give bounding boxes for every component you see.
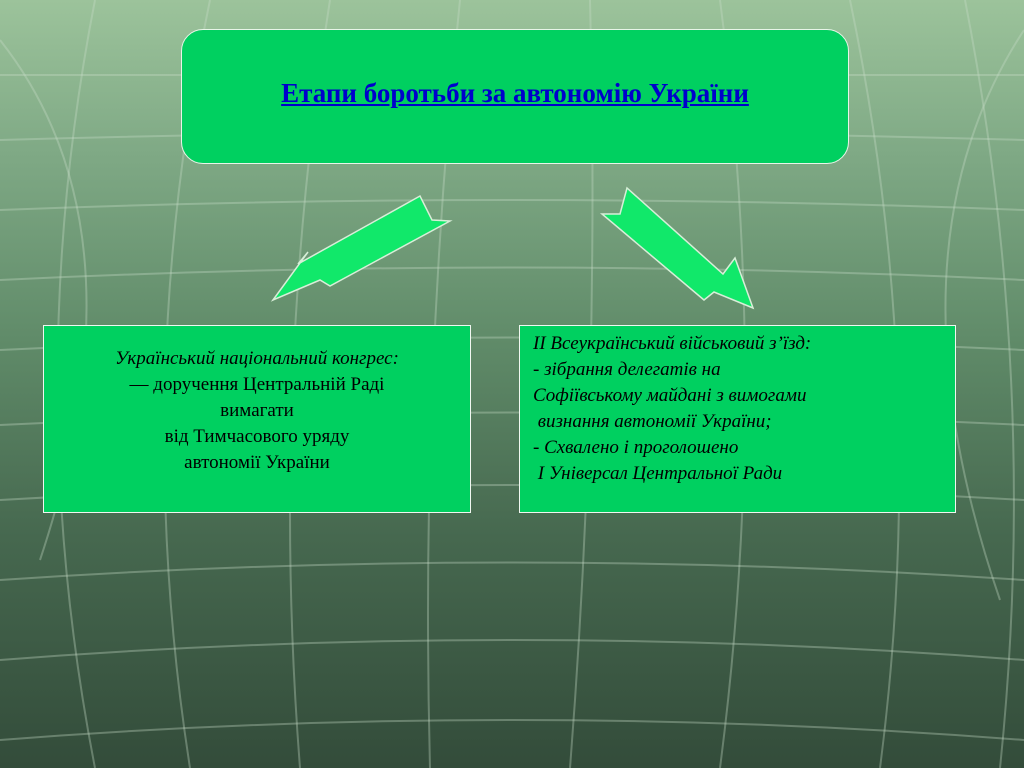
box-line: - Схвалено і проголошено (533, 437, 739, 458)
box-line: II Всеукраїнський військовий з’їзд: (533, 333, 812, 354)
military-congress-box (519, 325, 956, 513)
box-line: від Тимчасового уряду (164, 426, 350, 447)
box-line: вимагати (220, 400, 294, 421)
arrow-down-right-icon (602, 188, 753, 308)
box-line: автономії України (184, 452, 330, 473)
box-line: I Універсал Центральної Ради (533, 463, 783, 484)
national-congress-box (43, 325, 471, 513)
box-line: - зібрання делегатів на (533, 359, 721, 380)
national-congress-heading: Український національний конгрес: (115, 348, 399, 369)
title-link[interactable]: Етапи боротьби за автономію України (281, 78, 749, 108)
arrow-down-left-icon (273, 196, 450, 300)
box-line: Софіївському майдані з вимогами (533, 385, 807, 406)
box-line: визнання автономії України; (533, 411, 772, 432)
box-line: — доручення Центральній Раді (129, 374, 385, 395)
